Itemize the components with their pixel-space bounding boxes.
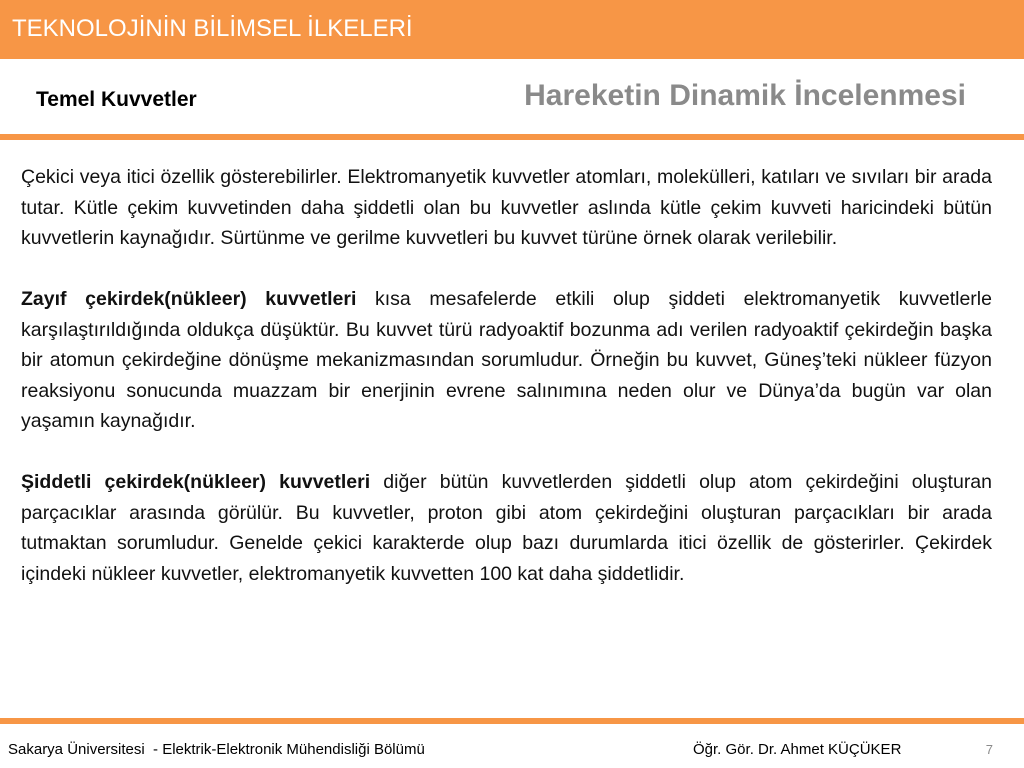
paragraph-text: Çekici veya itici özellik gösterebilirler. Elektromanyetik kuvvetler atomları, molekülleri, katıları ve sıvıları bir arada tutar. Kütle çekim kuvvetinden daha şiddetli olan bu kuvvetler aslında kütle çekim kuvveti haricindeki bütün kuvvetlerin kaynağıdır. Sürtünme ve gerilme kuvvetleri bu kuvvet türüne örnek olarak verilebilir. [21, 166, 992, 249]
paragraph-strong-nuclear [21, 467, 992, 589]
paragraph-text: kısa mesafelerde etkili olup şiddeti elektromanyetik kuvvetlerle karşılaştırıldığında oldukça düşüktür. Bu kuvvet türü radyoaktif bozunma adı verilen radyoaktif çekirdeğin başka bir atomun çekirdeğine dönüşme mekanizmasından sorumludur. Örneğin bu kuvvet, Güneş’teki nükleer füzyon reaksiyonu sonucunda muazzam bir enerjinin evrene salınımına neden olur ve Dünya’da bugün var olan yaşamın kaynağıdır. [21, 288, 992, 432]
course-title: TEKNOLOJİNİN BİLİMSEL İLKELERİ [12, 15, 413, 42]
paragraph-heading: Zayıf çekirdek(nükleer) kuvvetleri [21, 288, 357, 310]
slide-title: Hareketin Dinamik İncelenmesi [524, 79, 966, 112]
footer-author: Öğr. Gör. Dr. Ahmet KÜÇÜKER [693, 741, 902, 758]
bottom-divider [0, 718, 1024, 724]
paragraph-heading: Şiddetli çekirdek(nükleer) kuvvetleri [21, 471, 371, 493]
paragraph-text: diğer bütün kuvvetlerden şiddetli olup atom çekirdeğini oluşturan parçacıklar arasında görülür. Bu kuvvetler, proton gibi atom çekirdeğini oluşturan parçacıkları bir arada tutmaktan sorumludur. Genelde çekici karakterde olup bazı durumlarda itici özellik de gösterirler. Çekirdek içindeki nükleer kuvvetler, elektromanyetik kuvvetten 100 kat daha şiddetlidir. [21, 471, 992, 585]
slide-content [21, 162, 992, 589]
paragraph-electromagnetic [21, 162, 992, 254]
paragraph-weak-nuclear [21, 284, 992, 437]
top-divider [0, 134, 1024, 140]
page-number: 7 [985, 742, 993, 757]
topic-label: Temel Kuvvetler [36, 88, 197, 111]
footer-institution: Sakarya Üniversitesi - Elektrik-Elektronik Mühendisliği Bölümü [8, 741, 425, 758]
header-bar [0, 0, 1024, 59]
